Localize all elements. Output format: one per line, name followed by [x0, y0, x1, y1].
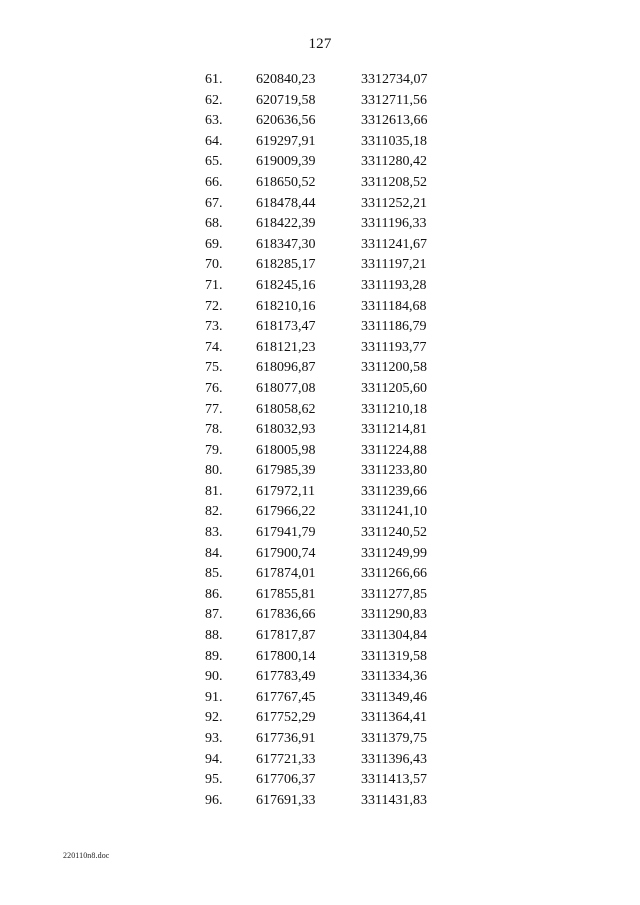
y-coordinate: 3311186,79	[361, 319, 427, 335]
row-number: 73.	[205, 319, 223, 335]
table-row	[0, 91, 640, 112]
table-row	[0, 235, 640, 256]
x-coordinate: 617752,29	[256, 710, 316, 726]
y-coordinate: 3311214,81	[361, 422, 427, 438]
y-coordinate: 3311193,28	[361, 277, 427, 293]
x-coordinate: 617874,01	[256, 566, 316, 582]
row-number: 89.	[205, 648, 223, 664]
x-coordinate: 618077,08	[256, 380, 316, 396]
y-coordinate: 3311349,46	[361, 689, 427, 705]
y-coordinate: 3311193,77	[361, 339, 427, 355]
x-coordinate: 617706,37	[256, 772, 316, 788]
row-number: 88.	[205, 628, 223, 644]
table-row	[0, 564, 640, 585]
x-coordinate: 618032,93	[256, 422, 316, 438]
x-coordinate: 618245,16	[256, 277, 316, 293]
coordinates-table	[0, 70, 640, 811]
row-number: 64.	[205, 133, 223, 149]
table-row	[0, 626, 640, 647]
y-coordinate: 3311200,58	[361, 360, 427, 376]
table-row	[0, 276, 640, 297]
row-number: 93.	[205, 731, 223, 746]
x-coordinate: 617767,45	[256, 689, 316, 705]
row-number: 78.	[205, 422, 223, 438]
y-coordinate: 3311364,41	[361, 710, 427, 726]
x-coordinate: 618285,17	[256, 257, 316, 273]
row-number: 66.	[205, 174, 223, 190]
x-coordinate: 618650,52	[256, 174, 316, 190]
row-number: 71.	[205, 277, 223, 293]
y-coordinate: 3312613,66	[361, 113, 428, 129]
row-number: 83.	[205, 525, 223, 541]
row-number: 94.	[205, 751, 223, 767]
x-coordinate: 617966,22	[256, 504, 316, 520]
x-coordinate: 617817,87	[256, 628, 316, 644]
table-row	[0, 523, 640, 544]
row-number: 95.	[205, 772, 223, 788]
y-coordinate: 3311224,88	[361, 442, 427, 458]
x-coordinate: 618121,23	[256, 339, 316, 355]
y-coordinate: 3311334,36	[361, 669, 427, 685]
row-number: 80.	[205, 463, 223, 479]
y-coordinate: 3311241,67	[361, 236, 427, 252]
table-row	[0, 379, 640, 400]
y-coordinate: 3311208,52	[361, 174, 427, 190]
table-row	[0, 338, 640, 359]
table-row	[0, 585, 640, 606]
x-coordinate: 617800,14	[256, 648, 316, 664]
row-number: 82.	[205, 504, 223, 520]
row-number: 92.	[205, 710, 223, 726]
x-coordinate: 618347,30	[256, 236, 316, 252]
y-coordinate: 3311304,84	[361, 628, 427, 644]
table-row	[0, 173, 640, 194]
y-coordinate: 3312711,56	[361, 92, 427, 108]
row-number: 67.	[205, 195, 223, 211]
y-coordinate: 3311241,10	[361, 504, 427, 520]
table-row	[0, 770, 640, 791]
table-row	[0, 317, 640, 338]
table-row	[0, 729, 640, 750]
row-number: 72.	[205, 298, 223, 314]
row-number: 81.	[205, 483, 223, 499]
row-number: 75.	[205, 360, 223, 376]
y-coordinate: 3311240,52	[361, 525, 427, 541]
x-coordinate: 617721,33	[256, 751, 316, 767]
table-row	[0, 358, 640, 379]
x-coordinate: 617783,49	[256, 669, 316, 685]
row-number: 79.	[205, 442, 223, 458]
row-number: 86.	[205, 586, 223, 602]
table-row	[0, 461, 640, 482]
row-number: 74.	[205, 339, 223, 355]
row-number: 70.	[205, 257, 223, 273]
table-row	[0, 688, 640, 709]
table-row	[0, 647, 640, 668]
table-row	[0, 605, 640, 626]
y-coordinate: 3311233,80	[361, 463, 427, 479]
row-number: 68.	[205, 216, 223, 232]
table-row	[0, 441, 640, 462]
y-coordinate: 3311319,58	[361, 648, 427, 664]
y-coordinate: 3311035,18	[361, 133, 427, 149]
x-coordinate: 620719,58	[256, 92, 316, 108]
row-number: 91.	[205, 689, 223, 705]
table-row	[0, 750, 640, 771]
x-coordinate: 619297,91	[256, 133, 316, 149]
table-row	[0, 667, 640, 688]
x-coordinate: 620840,23	[256, 72, 316, 87]
row-number: 77.	[205, 401, 223, 417]
x-coordinate: 617941,79	[256, 525, 316, 541]
x-coordinate: 617736,91	[256, 731, 316, 746]
table-row	[0, 544, 640, 565]
row-number: 96.	[205, 792, 223, 808]
x-coordinate: 618210,16	[256, 298, 316, 314]
x-coordinate: 617855,81	[256, 586, 316, 602]
table-row	[0, 111, 640, 132]
x-coordinate: 619009,39	[256, 154, 316, 170]
table-row	[0, 502, 640, 523]
row-number: 84.	[205, 545, 223, 561]
y-coordinate: 3311196,33	[361, 216, 427, 232]
x-coordinate: 617985,39	[256, 463, 316, 479]
y-coordinate: 3311413,57	[361, 772, 427, 788]
table-row	[0, 255, 640, 276]
y-coordinate: 3312734,07	[361, 72, 428, 87]
row-number: 65.	[205, 154, 223, 170]
y-coordinate: 3311249,99	[361, 545, 427, 561]
x-coordinate: 617691,33	[256, 792, 316, 808]
y-coordinate: 3311252,21	[361, 195, 427, 211]
row-number: 63.	[205, 113, 223, 129]
table-row	[0, 708, 640, 729]
row-number: 61.	[205, 72, 223, 87]
x-coordinate: 618173,47	[256, 319, 316, 335]
x-coordinate: 620636,56	[256, 113, 316, 129]
row-number: 62.	[205, 92, 223, 108]
table-row	[0, 194, 640, 215]
x-coordinate: 618058,62	[256, 401, 316, 417]
y-coordinate: 3311290,83	[361, 607, 427, 623]
row-number: 69.	[205, 236, 223, 252]
y-coordinate: 3311280,42	[361, 154, 427, 170]
table-row	[0, 152, 640, 173]
y-coordinate: 3311205,60	[361, 380, 427, 396]
table-row	[0, 70, 640, 91]
x-coordinate: 617900,74	[256, 545, 316, 561]
x-coordinate: 617836,66	[256, 607, 316, 623]
table-row	[0, 297, 640, 318]
row-number: 76.	[205, 380, 223, 396]
y-coordinate: 3311266,66	[361, 566, 427, 582]
x-coordinate: 618422,39	[256, 216, 316, 232]
page-number: 127	[308, 36, 332, 52]
y-coordinate: 3311239,66	[361, 483, 427, 499]
x-coordinate: 618005,98	[256, 442, 316, 458]
y-coordinate: 3311277,85	[361, 586, 427, 602]
row-number: 90.	[205, 669, 223, 685]
table-row	[0, 400, 640, 421]
y-coordinate: 3311210,18	[361, 401, 427, 417]
y-coordinate: 3311379,75	[361, 731, 427, 746]
table-row	[0, 791, 640, 812]
y-coordinate: 3311184,68	[361, 298, 427, 314]
y-coordinate: 3311396,43	[361, 751, 427, 767]
y-coordinate: 3311197,21	[361, 257, 427, 273]
x-coordinate: 618096,87	[256, 360, 316, 376]
y-coordinate: 3311431,83	[361, 792, 427, 808]
row-number: 85.	[205, 566, 223, 582]
table-row	[0, 482, 640, 503]
table-row	[0, 132, 640, 153]
table-row	[0, 214, 640, 235]
table-row	[0, 420, 640, 441]
x-coordinate: 618478,44	[256, 195, 316, 211]
x-coordinate: 617972,11	[256, 483, 315, 499]
row-number: 87.	[205, 607, 223, 623]
footer-filename: 220110n8.doc	[63, 851, 110, 860]
